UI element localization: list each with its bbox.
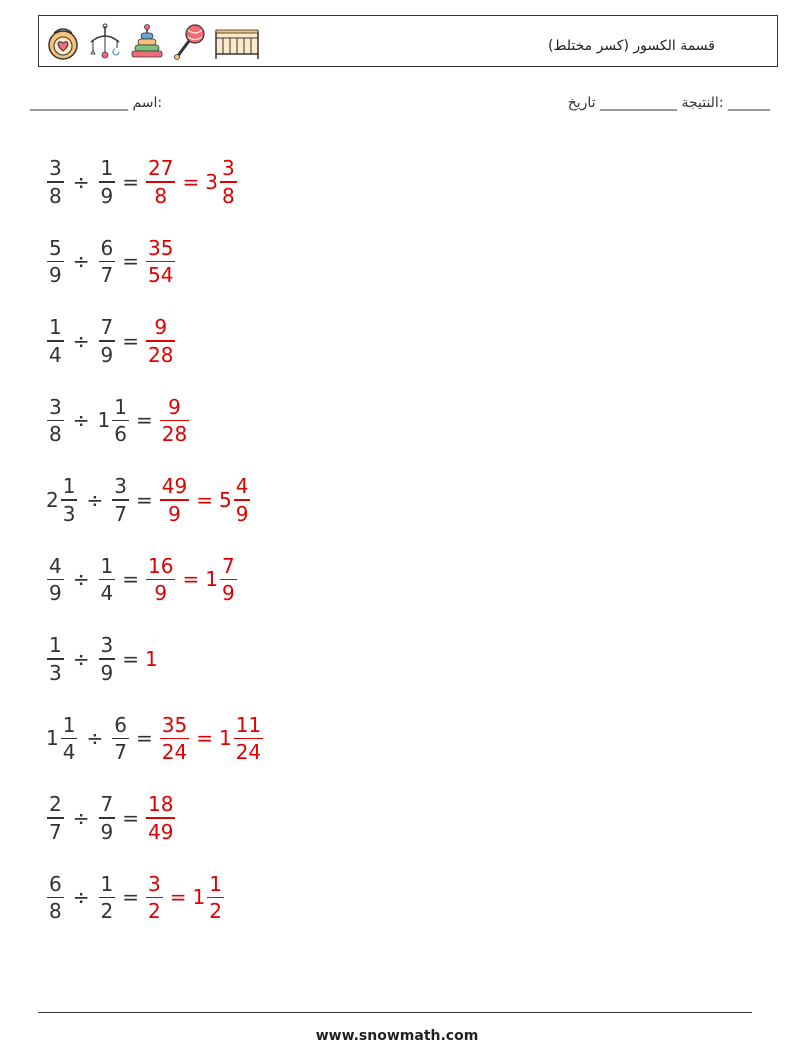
answer bbox=[159, 473, 252, 527]
answer-fraction-denominator: 54 bbox=[148, 263, 174, 287]
answer-mixed-fraction bbox=[207, 871, 224, 925]
date-label: تاريخ: bbox=[567, 95, 724, 111]
date-blank: ______ bbox=[728, 95, 770, 111]
answer-mixed-fraction-numerator: 1 bbox=[209, 871, 222, 896]
answer-mixed-fraction-denominator: 8 bbox=[221, 183, 235, 208]
equals-sign: = bbox=[122, 328, 139, 353]
divide-sign: ÷ bbox=[72, 169, 90, 194]
divisor-fraction bbox=[99, 791, 116, 845]
divisor-fraction bbox=[112, 394, 129, 448]
problem-row bbox=[46, 540, 264, 620]
divisor-whole: 1 bbox=[97, 408, 111, 433]
dividend-fraction-denominator: 8 bbox=[49, 183, 62, 208]
dividend-fraction-numerator: 1 bbox=[49, 633, 62, 657]
student-fields bbox=[30, 95, 770, 115]
equals-sign: = bbox=[122, 885, 139, 910]
answer-mixed-whole: 1 bbox=[205, 567, 218, 592]
divisor-fraction-numerator: 7 bbox=[100, 315, 114, 339]
answer bbox=[145, 791, 176, 845]
equals-sign: = bbox=[122, 169, 139, 194]
answer-fraction-numerator: 3 bbox=[148, 871, 161, 896]
divisor bbox=[98, 632, 117, 686]
divisor bbox=[98, 394, 130, 448]
equals-sign: = bbox=[122, 805, 139, 830]
answer-equals-sign: = bbox=[182, 567, 200, 592]
divisor-fraction bbox=[99, 155, 116, 209]
answer-equals-sign: = bbox=[196, 726, 213, 751]
answer-equals-sign: = bbox=[169, 885, 187, 910]
equals-sign: = bbox=[122, 567, 139, 592]
divisor-fraction-numerator: 6 bbox=[100, 235, 114, 260]
dividend-fraction bbox=[47, 394, 64, 448]
answer-mixed-fraction-denominator: 9 bbox=[235, 501, 249, 526]
divide-sign: ÷ bbox=[72, 408, 90, 433]
dividend-fraction bbox=[47, 235, 64, 289]
divide-sign: ÷ bbox=[86, 726, 104, 751]
divisor-fraction-numerator: 1 bbox=[114, 394, 127, 419]
answer-mixed-fraction-numerator: 7 bbox=[221, 553, 235, 578]
problem-row bbox=[46, 142, 264, 222]
dividend-fraction-denominator: 7 bbox=[49, 819, 62, 844]
answer-fraction bbox=[160, 712, 189, 766]
dividend bbox=[46, 394, 65, 448]
dividend-fraction bbox=[47, 871, 64, 925]
divisor bbox=[98, 155, 117, 209]
answer-whole: 1 bbox=[145, 646, 158, 671]
worksheet-header bbox=[38, 15, 778, 67]
divisor bbox=[111, 712, 130, 766]
dividend-fraction-numerator: 3 bbox=[49, 156, 62, 180]
answer-fraction-numerator: 9 bbox=[168, 394, 181, 419]
dividend-fraction-denominator: 3 bbox=[62, 501, 76, 526]
divisor-fraction-denominator: 6 bbox=[114, 422, 127, 446]
problem-row bbox=[46, 301, 264, 381]
divide-sign: ÷ bbox=[72, 885, 90, 910]
date-score-fields[interactable] bbox=[568, 95, 770, 111]
answer-fraction-numerator: 9 bbox=[154, 315, 168, 339]
answer-fraction-denominator: 49 bbox=[148, 819, 174, 844]
dividend-fraction-numerator: 2 bbox=[49, 792, 62, 816]
divisor-fraction bbox=[99, 314, 116, 368]
divisor-fraction-denominator: 7 bbox=[100, 263, 114, 287]
rattle-icon bbox=[171, 22, 207, 62]
answer bbox=[145, 553, 238, 607]
answer-mixed-fraction bbox=[234, 712, 263, 766]
answer-fraction bbox=[146, 791, 175, 845]
score-blank: ___________ bbox=[600, 95, 677, 111]
answer-fraction-denominator: 9 bbox=[154, 581, 168, 605]
stacking-rings-icon bbox=[129, 22, 165, 62]
dividend-fraction bbox=[47, 791, 64, 845]
dividend bbox=[46, 632, 65, 686]
footer-url: www.snowmath.com bbox=[315, 1028, 479, 1044]
divisor-fraction bbox=[112, 712, 129, 766]
dividend-fraction-denominator: 9 bbox=[49, 263, 62, 287]
dividend bbox=[46, 473, 78, 527]
dividend-fraction bbox=[47, 155, 64, 209]
equals-sign: = bbox=[135, 408, 153, 433]
divisor-fraction-denominator: 9 bbox=[100, 660, 114, 685]
divisor bbox=[98, 314, 117, 368]
divisor-fraction-denominator: 7 bbox=[114, 740, 127, 764]
answer-mixed-fraction bbox=[234, 473, 251, 527]
problem-row bbox=[46, 222, 264, 302]
divisor-fraction-denominator: 9 bbox=[100, 819, 114, 844]
divide-sign: ÷ bbox=[72, 805, 90, 830]
answer bbox=[145, 155, 238, 209]
answer-fraction bbox=[160, 394, 189, 448]
dividend-fraction-numerator: 1 bbox=[62, 474, 76, 498]
divisor-fraction-numerator: 1 bbox=[100, 156, 114, 180]
dividend-fraction-numerator: 6 bbox=[49, 871, 62, 896]
dividend bbox=[46, 314, 65, 368]
dividend-fraction-numerator: 4 bbox=[49, 553, 62, 578]
dividend-fraction-denominator: 9 bbox=[49, 581, 62, 605]
divisor-fraction bbox=[112, 473, 129, 527]
worksheet-title: قسمة الكسور (كسر مختلط) bbox=[548, 38, 715, 54]
score-label: النتيجة bbox=[681, 95, 719, 111]
divisor bbox=[111, 473, 130, 527]
problem-row bbox=[46, 460, 264, 540]
answer-fraction-numerator: 27 bbox=[148, 156, 174, 180]
dividend-fraction-denominator: 3 bbox=[49, 660, 62, 685]
divisor-fraction-denominator: 2 bbox=[100, 899, 114, 923]
answer-mixed-fraction bbox=[220, 553, 237, 607]
divisor bbox=[98, 235, 117, 289]
dividend-fraction-denominator: 8 bbox=[49, 899, 62, 923]
equals-sign: = bbox=[122, 646, 139, 671]
dividend-fraction bbox=[47, 314, 64, 368]
crib-icon bbox=[213, 22, 261, 62]
dividend bbox=[46, 712, 78, 766]
divisor bbox=[98, 553, 117, 607]
dividend-whole: 2 bbox=[46, 487, 59, 512]
divisor-fraction-numerator: 7 bbox=[100, 792, 114, 816]
answer-fraction-denominator: 2 bbox=[148, 899, 161, 923]
divisor-fraction-denominator: 9 bbox=[100, 183, 114, 208]
answer-mixed-fraction-numerator: 3 bbox=[221, 156, 235, 180]
answer-fraction bbox=[146, 235, 175, 289]
answer-fraction bbox=[146, 553, 175, 607]
name-blank: ______________ bbox=[30, 95, 128, 111]
divisor-fraction-numerator: 1 bbox=[100, 553, 114, 578]
bib-icon bbox=[45, 22, 81, 62]
dividend-fraction-numerator: 3 bbox=[49, 394, 62, 419]
dividend-fraction-denominator: 8 bbox=[49, 422, 62, 446]
answer-fraction-denominator: 28 bbox=[161, 422, 188, 446]
answer-mixed-fraction-numerator: 11 bbox=[235, 712, 262, 737]
header-icons bbox=[45, 22, 261, 62]
answer-fraction bbox=[146, 314, 175, 368]
answer-mixed-fraction-numerator: 4 bbox=[235, 474, 249, 498]
divide-sign: ÷ bbox=[86, 487, 104, 512]
footer-divider bbox=[38, 1012, 752, 1013]
answer-fraction-numerator: 35 bbox=[161, 712, 188, 737]
dividend bbox=[46, 791, 65, 845]
answer-mixed bbox=[205, 155, 237, 209]
divisor bbox=[98, 791, 117, 845]
problem-row bbox=[46, 381, 264, 461]
answer-mixed bbox=[205, 553, 237, 607]
dividend bbox=[46, 155, 65, 209]
dividend-fraction-numerator: 1 bbox=[62, 712, 76, 737]
dividend bbox=[46, 235, 65, 289]
divisor-fraction-denominator: 7 bbox=[114, 501, 127, 526]
answer bbox=[145, 871, 225, 925]
divisor bbox=[98, 871, 117, 925]
answer bbox=[159, 394, 190, 448]
answer-fraction-numerator: 49 bbox=[161, 474, 188, 498]
answer-fraction-numerator: 35 bbox=[148, 235, 174, 260]
divisor-fraction bbox=[99, 632, 116, 686]
problem-row bbox=[46, 858, 264, 938]
answer-fraction bbox=[160, 473, 189, 527]
answer-mixed bbox=[193, 871, 225, 925]
answer-fraction-numerator: 18 bbox=[148, 792, 174, 816]
divisor-fraction bbox=[99, 871, 116, 925]
answer-mixed-fraction-denominator: 2 bbox=[209, 899, 222, 923]
divide-sign: ÷ bbox=[72, 249, 90, 274]
divisor-fraction bbox=[99, 553, 116, 607]
answer-mixed-whole: 1 bbox=[192, 885, 206, 910]
divide-sign: ÷ bbox=[72, 646, 90, 671]
answer-fraction-numerator: 16 bbox=[148, 553, 174, 578]
equals-sign: = bbox=[135, 487, 153, 512]
answer-mixed-fraction-denominator: 9 bbox=[221, 581, 235, 605]
answer bbox=[145, 647, 158, 671]
divide-sign: ÷ bbox=[72, 328, 90, 353]
answer-mixed bbox=[219, 473, 251, 527]
answer-mixed-fraction bbox=[220, 155, 237, 209]
baby-mobile-icon bbox=[87, 22, 123, 62]
name-field[interactable] bbox=[30, 95, 162, 111]
problem-list bbox=[46, 142, 264, 937]
equals-sign: = bbox=[122, 249, 139, 274]
dividend-whole: 1 bbox=[46, 726, 59, 751]
answer-mixed-whole: 5 bbox=[218, 487, 232, 512]
divisor-fraction-denominator: 4 bbox=[100, 581, 114, 605]
answer bbox=[159, 712, 264, 766]
dividend-fraction-denominator: 4 bbox=[49, 342, 62, 367]
divide-sign: ÷ bbox=[72, 567, 90, 592]
dividend-fraction-denominator: 4 bbox=[62, 740, 76, 764]
dividend-fraction bbox=[47, 553, 64, 607]
answer-fraction-denominator: 28 bbox=[148, 342, 174, 367]
divisor-fraction-numerator: 3 bbox=[114, 474, 127, 498]
problem-row bbox=[46, 778, 264, 858]
name-label: اسم: bbox=[132, 95, 163, 111]
answer-mixed-whole: 1 bbox=[218, 726, 232, 751]
divisor-fraction-numerator: 6 bbox=[114, 712, 127, 737]
divisor-fraction bbox=[99, 235, 116, 289]
dividend-fraction bbox=[61, 712, 78, 766]
answer-fraction bbox=[146, 871, 163, 925]
dividend bbox=[46, 871, 65, 925]
problem-row bbox=[46, 619, 264, 699]
answer-mixed bbox=[219, 712, 264, 766]
dividend bbox=[46, 553, 65, 607]
answer-fraction-denominator: 8 bbox=[154, 183, 168, 208]
answer-fraction-denominator: 24 bbox=[161, 740, 188, 764]
answer-fraction bbox=[146, 155, 175, 209]
dividend-fraction bbox=[61, 473, 78, 527]
answer-equals-sign: = bbox=[182, 169, 200, 194]
divisor-fraction-numerator: 1 bbox=[100, 871, 114, 896]
answer-mixed-whole: 3 bbox=[205, 169, 218, 194]
equals-sign: = bbox=[135, 726, 153, 751]
answer-mixed-fraction-denominator: 24 bbox=[235, 740, 262, 764]
dividend-fraction-numerator: 5 bbox=[49, 235, 62, 260]
problem-row bbox=[46, 699, 264, 779]
dividend-fraction-numerator: 1 bbox=[49, 315, 62, 339]
answer-equals-sign: = bbox=[196, 487, 213, 512]
answer bbox=[145, 314, 176, 368]
dividend-fraction bbox=[47, 632, 64, 686]
answer-fraction-denominator: 9 bbox=[168, 501, 181, 526]
answer bbox=[145, 235, 176, 289]
divisor-fraction-numerator: 3 bbox=[100, 633, 114, 657]
divisor-fraction-denominator: 9 bbox=[100, 342, 114, 367]
